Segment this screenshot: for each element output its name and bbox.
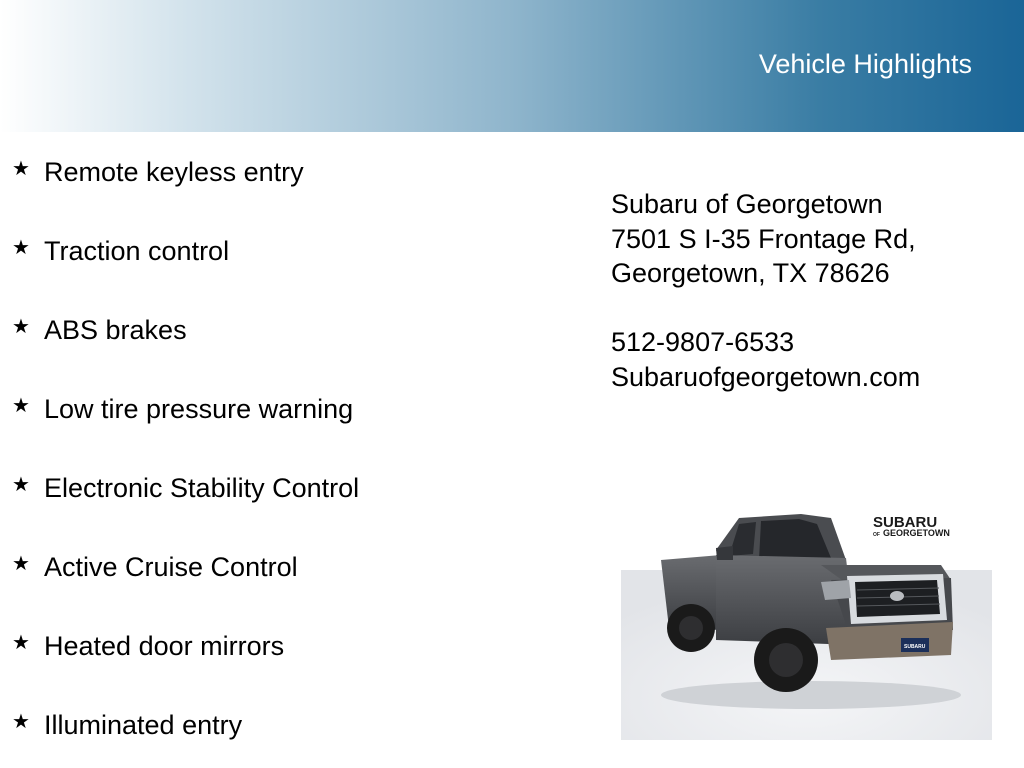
feature-item [12, 313, 187, 347]
star-icon: ★ [12, 237, 30, 259]
feature-item [12, 234, 229, 268]
star-icon: ★ [12, 711, 30, 733]
star-icon: ★ [12, 474, 30, 496]
feature-label: Electronic Stability Control [44, 472, 360, 503]
feature-label: Illuminated entry [44, 709, 243, 740]
feature-label: Active Cruise Control [44, 551, 298, 582]
star-icon: ★ [12, 395, 30, 417]
dealer-logo-prefix: OF [873, 532, 880, 538]
star-icon: ★ [12, 632, 30, 654]
feature-item [12, 708, 242, 742]
dealer-info [611, 187, 920, 394]
vehicle-photo [621, 510, 992, 740]
dealer-website[interactable]: Subaruofgeorgetown.com [611, 361, 921, 392]
dealer-logo-subtext: GEORGETOWN [883, 528, 950, 538]
feature-label: ABS brakes [44, 314, 187, 345]
feature-label: Traction control [44, 235, 230, 266]
feature-item [12, 392, 353, 426]
feature-label: Heated door mirrors [44, 630, 285, 661]
page-title: Vehicle Highlights [758, 49, 972, 79]
dealer-address-line2: Georgetown, TX 78626 [611, 258, 890, 288]
star-icon: ★ [12, 553, 30, 575]
feature-item [12, 471, 359, 505]
header-banner [0, 0, 1024, 132]
star-icon: ★ [12, 158, 30, 180]
feature-label: Low tire pressure warning [44, 393, 354, 424]
feature-item [12, 155, 304, 189]
feature-item [12, 550, 298, 584]
star-icon: ★ [12, 316, 30, 338]
dealer-address-line1: 7501 S I-35 Frontage Rd, [611, 223, 916, 254]
dealer-logo-text: SUBARU [873, 514, 938, 531]
dealer-name: Subaru of Georgetown [611, 189, 883, 219]
feature-label: Remote keyless entry [44, 156, 304, 187]
feature-item [12, 629, 284, 663]
dealer-phone[interactable]: 512-9807-6533 [611, 327, 795, 357]
truck-image [621, 510, 992, 740]
spacer [611, 291, 920, 326]
plate-text: SUBARU [904, 644, 926, 650]
